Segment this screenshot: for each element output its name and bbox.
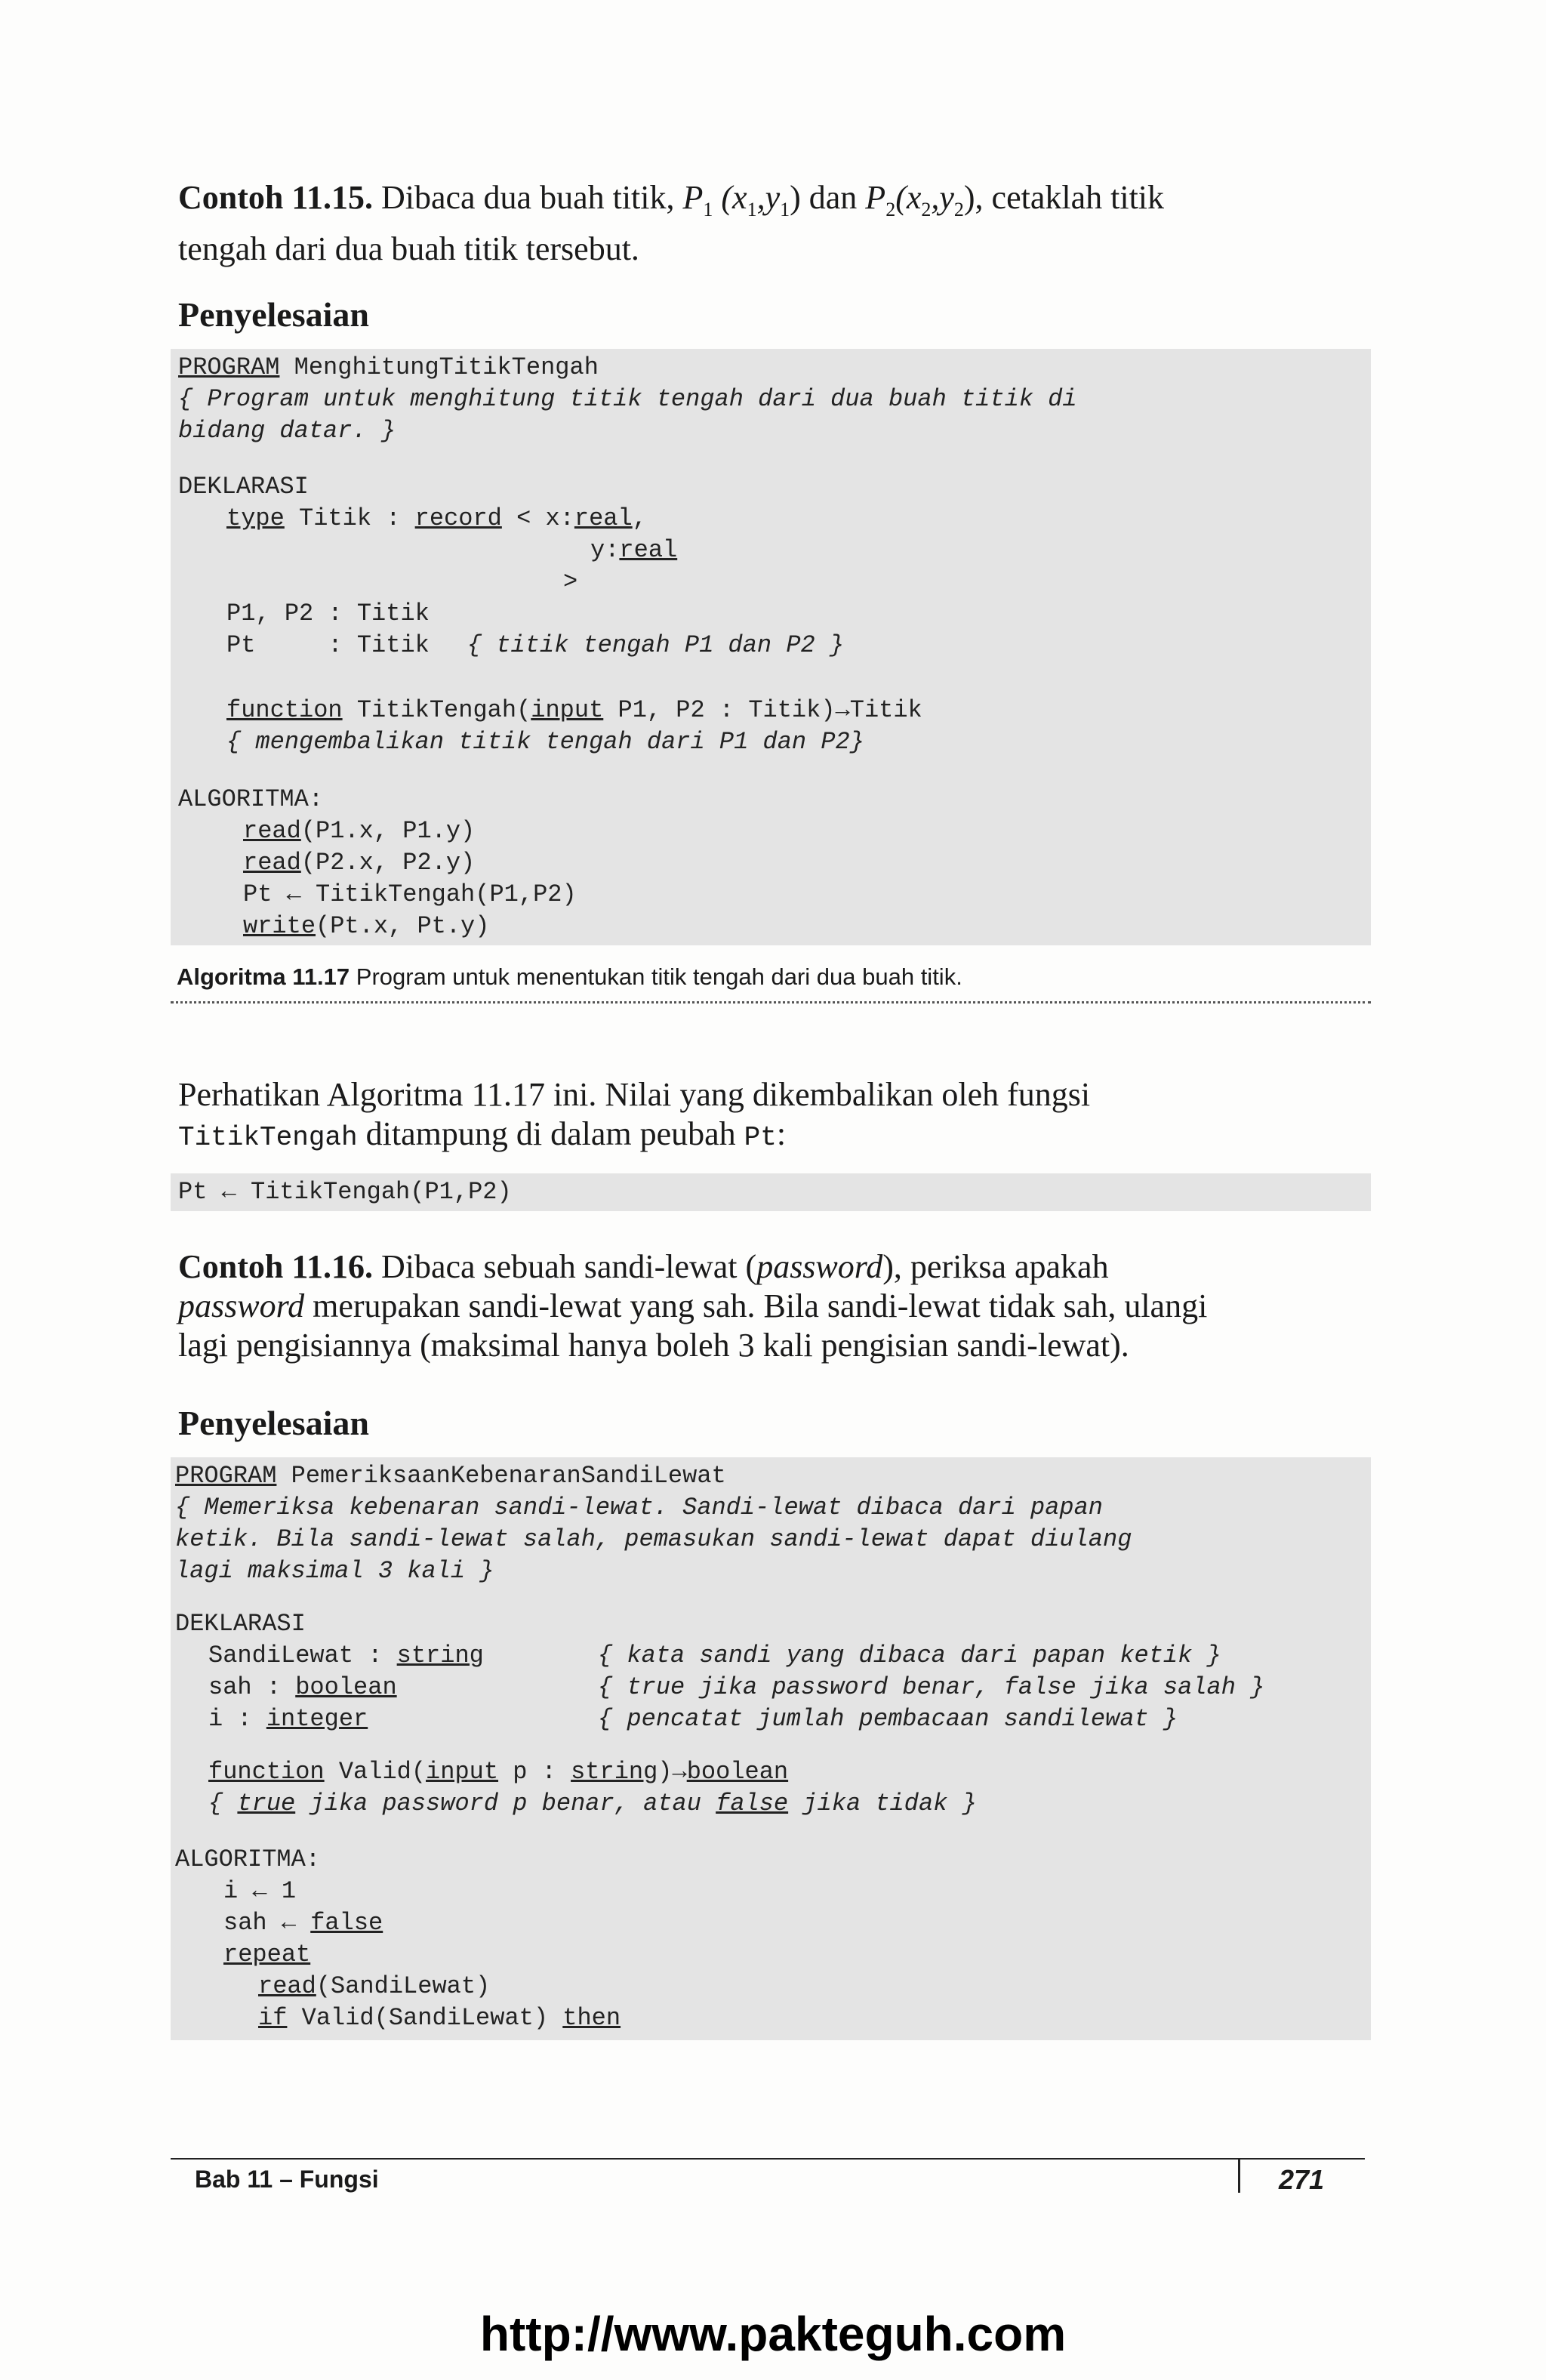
code-line: read(SandiLewat) xyxy=(258,1972,491,2000)
code-line: sah : boolean xyxy=(208,1673,397,1701)
code-line: i : integer xyxy=(208,1705,368,1733)
code-line: DEKLARASI xyxy=(178,473,309,501)
caption-divider xyxy=(171,1001,1371,1003)
solution-heading: Penyelesaian xyxy=(178,295,369,334)
footer-chapter: Bab 11 – Fungsi xyxy=(195,2166,379,2193)
code-line: if Valid(SandiLewat) then xyxy=(258,2004,621,2032)
code-line: repeat xyxy=(223,1941,311,1968)
code-comment: { kata sandi yang dibaca dari papan ketik } xyxy=(598,1642,1221,1669)
code-line: write(Pt.x, Pt.y) xyxy=(243,912,490,940)
explanation-paragraph: Perhatikan Algoritma 11.17 ini. Nilai yang dikembalikan oleh fungsi TitikTengah ditampung di dalam peubah Pt: xyxy=(178,1076,1091,1153)
code-comment: { true jika password p benar, atau false jika tidak } xyxy=(208,1790,977,1817)
code-comment: { mengembalikan titik tengah dari P1 dan P2} xyxy=(226,728,864,756)
password-code-block xyxy=(171,1457,1371,2040)
example-11-16-text: Contoh 11.16. Dibaca sebuah sandi-lewat (password), periksa apakah password merupakan sandi-lewat yang sah. Bila sandi-lewat tidak sah, ulangi lagi pengisiannya (maksimal hanya boleh 3 kali pengisian sandi-lewat). xyxy=(178,1248,1208,1364)
code-line: read(P1.x, P1.y) xyxy=(243,817,476,845)
code-comment: bidang datar. } xyxy=(178,417,396,445)
inline-code-block xyxy=(171,1173,1371,1211)
code-comment: { pencatat jumlah pembacaan sandilewat } xyxy=(598,1705,1178,1733)
page-number: 271 xyxy=(1279,2164,1325,2195)
example-label: Contoh 11.16. xyxy=(178,1248,373,1285)
code-line: type Titik : record < x:real, xyxy=(226,504,647,532)
code-line: Pt : Titik { titik tengah P1 dan P2 } xyxy=(226,631,845,659)
code-line: ALGORITMA: xyxy=(178,785,324,813)
code-line: PROGRAM PemeriksaanKebenaranSandiLewat xyxy=(175,1462,726,1490)
code-line: SandiLewat : string xyxy=(208,1642,484,1669)
code-comment: { Memeriksa kebenaran sandi-lewat. Sandi-lewat dibaca dari papan xyxy=(175,1494,1103,1521)
algorithm-code-block xyxy=(171,349,1371,945)
code-line: P1, P2 : Titik xyxy=(226,600,430,627)
code-line: Pt ← TitikTengah(P1,P2) xyxy=(243,880,577,908)
code-line: function TitikTengah(input P1, P2 : Titik)→Titik xyxy=(226,696,922,724)
example-label: Contoh 11.15. xyxy=(178,179,373,216)
code-line: sah ← false xyxy=(223,1909,383,1937)
code-line: read(P2.x, P2.y) xyxy=(243,849,476,877)
code-line: y:real xyxy=(590,536,678,564)
footer-rule xyxy=(171,2158,1365,2160)
code-comment: { true jika password benar, false jika salah } xyxy=(598,1673,1265,1701)
code-comment: { Program untuk menghitung titik tengah dari dua buah titik di xyxy=(178,385,1077,413)
code-comment: lagi maksimal 3 kali } xyxy=(175,1557,494,1585)
code-line: i ← 1 xyxy=(223,1877,297,1905)
code-line: PROGRAM MenghitungTitikTengah xyxy=(178,353,599,381)
code-comment: ketik. Bila sandi-lewat salah, pemasukan sandi-lewat dapat diulang xyxy=(175,1525,1132,1553)
code-line: DEKLARASI xyxy=(175,1610,306,1638)
code-line: > xyxy=(563,568,578,596)
code-line: ALGORITMA: xyxy=(175,1845,321,1873)
example-11-15-text: Contoh 11.15. Dibaca dua buah titik, $P_1$ $(x_1,y_1)$ dan $P_2(x_2,y_2)$, cetaklah titik tengah dari dua buah titik tersebut. xyxy=(178,179,1165,267)
algorithm-caption: Algoritma 11.17 Program untuk menentukan titik tengah dari dua buah titik. xyxy=(177,963,962,990)
code-line: Pt ← TitikTengah(P1,P2) xyxy=(178,1178,512,1206)
code-line: function Valid(input p : string)→boolean xyxy=(208,1758,789,1786)
footer-separator xyxy=(1238,2160,1240,2193)
website-watermark: http://www.pakteguh.com xyxy=(479,2307,1067,2361)
solution-heading: Penyelesaian xyxy=(178,1404,369,1442)
